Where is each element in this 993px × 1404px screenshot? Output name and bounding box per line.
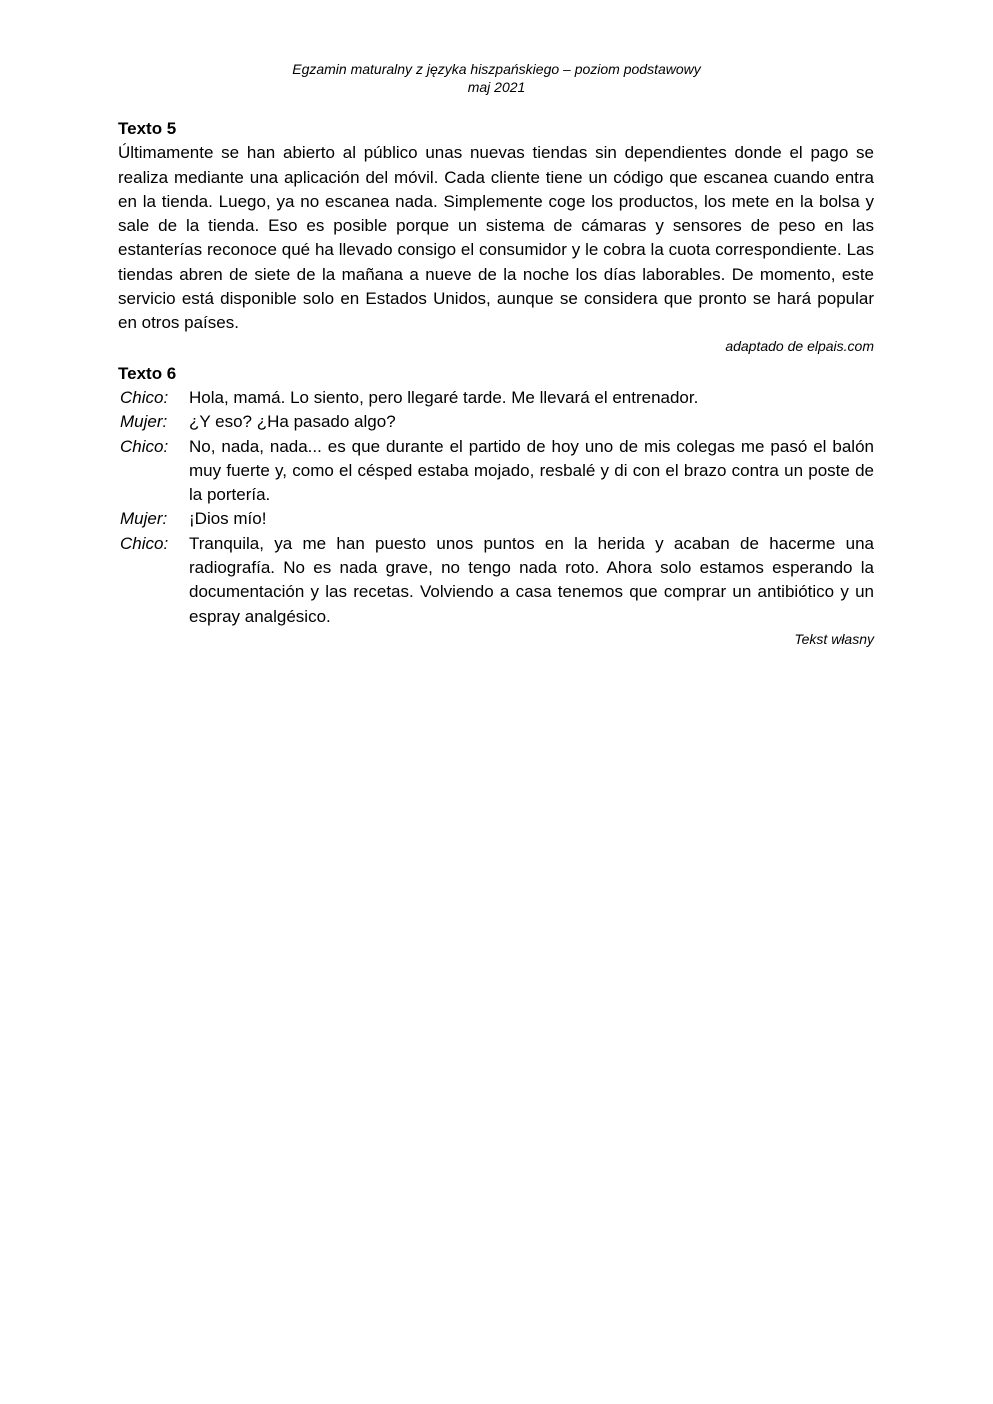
speaker-label: Chico: <box>120 436 169 456</box>
texto-5-source: adaptado de elpais.com <box>725 337 874 354</box>
texto-5-title: Texto 5 <box>118 119 177 138</box>
dialogue-turn <box>118 532 874 629</box>
utterance: Tranquila, ya me han puesto unos puntos en la herida y acaban de hacerme una radiografía. No es nada grave, no tengo nada roto. Ahora solo estamos esperando la documentación y las recetas. Volviendo a casa tenemos que comprar un antibiótico y un espray analgésico. <box>189 533 874 626</box>
page-header <box>0 60 993 96</box>
speaker-label: Chico: <box>120 387 169 407</box>
texto-6-section <box>118 362 874 649</box>
exam-date: maj 2021 <box>467 79 526 95</box>
speaker-label: Mujer: <box>120 412 168 432</box>
texto-6-source: Tekst własny <box>794 630 874 647</box>
dialogue-turn <box>118 507 874 531</box>
texto-5-section <box>118 117 874 356</box>
texto-5-body: Últimamente se han abierto al público unas nuevas tiendas sin dependientes donde el pago se realiza mediante una aplicación del móvil. Cada cliente tiene un código que escanea cuando entra en la tienda. Luego, ya no escanea nada. Simplemente coge los productos, los mete en la bolsa y sale de la tienda. Eso es posible porque un sistema de cámaras y sensores de peso en las estanterías reconoce qué ha llevado consigo el consumidor y le cobra la cuota correspondiente. Las tiendas abren de siete de la mañana a nueve de la noche los días laborables. De momento, este servicio está disponible solo en Estados Unidos, aunque se considera que pronto se hará popular en otros países. <box>118 143 874 333</box>
dialogue-turn <box>118 435 874 508</box>
speaker-label: Mujer: <box>120 509 168 529</box>
utterance: Hola, mamá. Lo siento, pero llegaré tarde. Me llevará el entrenador. <box>189 387 699 407</box>
utterance: ¿Y eso? ¿Ha pasado algo? <box>189 412 396 432</box>
dialogue-turn <box>118 386 874 410</box>
texto-6-title: Texto 6 <box>118 363 177 383</box>
speaker-label: Chico: <box>120 533 169 553</box>
utterance: ¡Dios mío! <box>189 509 267 529</box>
dialogue-turn <box>118 410 874 434</box>
exam-title: Egzamin maturalny z języka hiszpańskiego – poziom podstawowy <box>292 61 701 77</box>
utterance: No, nada, nada... es que durante el partido de hoy uno de mis colegas me pasó el balón muy fuerte y, como el césped estaba mojado, resbalé y di con el brazo contra un poste de la portería. <box>189 436 874 505</box>
page-content <box>118 117 874 655</box>
dialogue <box>118 386 874 629</box>
